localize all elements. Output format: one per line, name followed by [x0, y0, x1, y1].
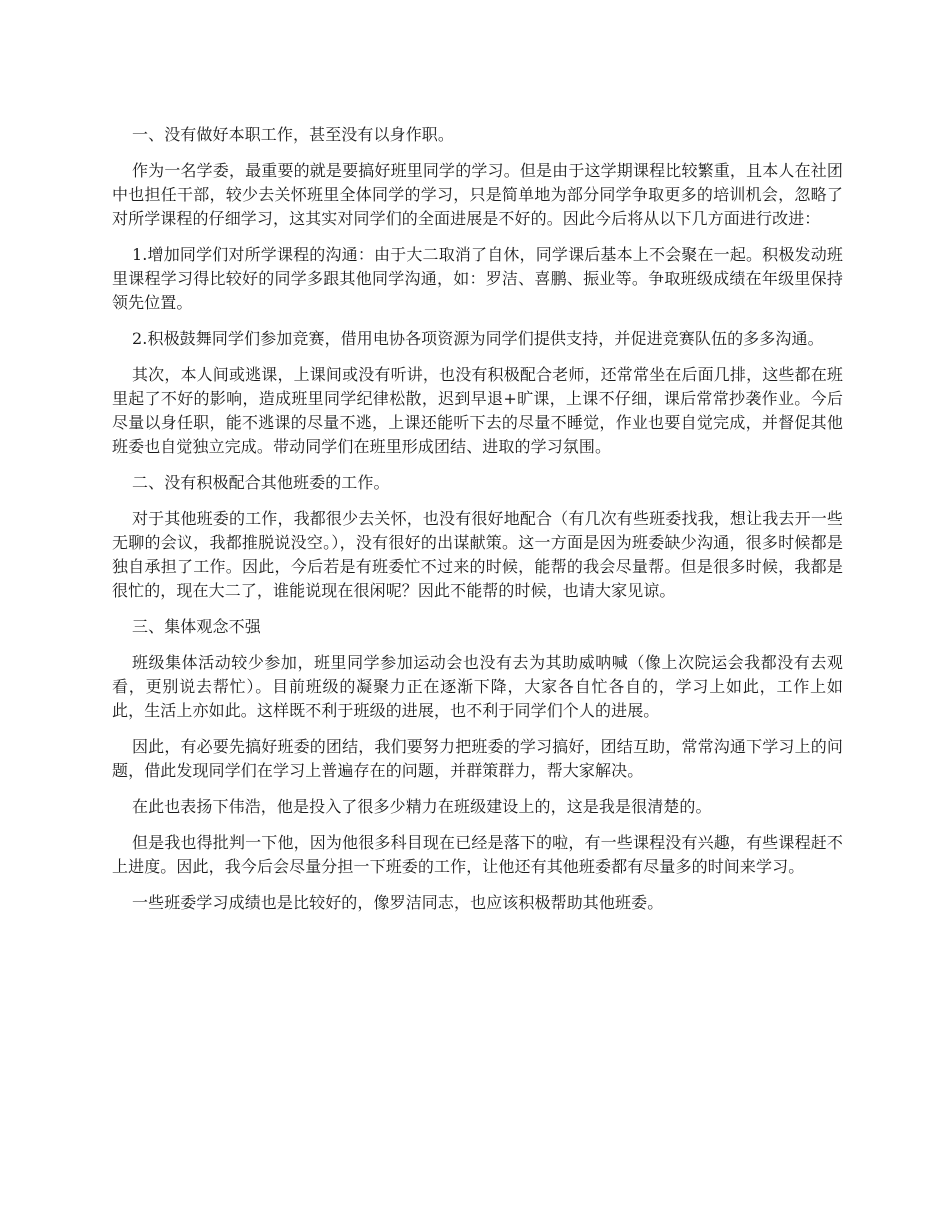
- paragraph: 但是我也得批判一下他，因为他很多科目现在已经是落下的啦，有一些课程没有兴趣，有些课程赶不上进度。因此，我今后会尽量分担一下班委的工作，让他还有其他班委都有尽量多的时间来学习。: [112, 833, 843, 876]
- heading-section-1: 一、没有做好本职工作，甚至没有以身作职。: [132, 125, 455, 144]
- heading-section-3: 三、集体观念不强: [132, 617, 261, 636]
- paragraph: 作为一名学委，最重要的就是要搞好班里同学的学习。但是由于这学期课程比较繁重，且本人在社团中也担任干部，较少去关怀班里全体同学的学习，只是简单地为部分同学争取更多的培训机会，忽略了对所学课程的仔细学习，这其实对同学们的全面进展是不好的。因此今后将从以下几方面进行改进：: [112, 161, 843, 228]
- paragraph: 在此也表扬下伟浩，他是投入了很多少精力在班级建设上的，这是我是很清楚的。: [132, 797, 712, 816]
- list-item-2: 2.积极鼓舞同学们参加竞赛，借用电协各项资源为同学们提供支持，并促进竞赛队伍的多多沟通。: [132, 329, 824, 348]
- paragraph: 一些班委学习成绩也是比较好的，像罗洁同志，也应该积极帮助其他班委。: [132, 893, 664, 912]
- paragraph: 班级集体活动较少参加，班里同学参加运动会也没有去为其助威呐喊（像上次院运会我都没有去观看，更别说去帮忙）。目前班级的凝聚力正在逐渐下降，大家各自忙各自的，学习上如此，工作上如此，生活上亦如此。这样既不利于班级的进展，也不利于同学们个人的进展。: [112, 653, 843, 720]
- document-body: [112, 123, 843, 927]
- paragraph: 对于其他班委的工作，我都很少去关怀，也没有很好地配合（有几次有些班委找我，想让我去开一些无聊的会议，我都推脱说没空。），没有很好的出谋献策。这一方面是因为班委缺少沟通，很多时候都是独自承担了工作。因此，今后若是有班委忙不过来的时候，能帮的我会尽量帮。但是很多时候，我都是很忙的，现在大二了，谁能说现在很闲呢？因此不能帮的时候，也请大家见谅。: [112, 509, 843, 600]
- list-item-1: 1.增加同学们对所学课程的沟通：由于大二取消了自休，同学课后基本上不会聚在一起。积极发动班里课程学习得比较好的同学多跟其他同学沟通，如：罗洁、喜鹏、振业等。争取班级成绩在年级里保持领先位置。: [112, 245, 843, 312]
- paragraph: 因此，有必要先搞好班委的团结，我们要努力把班委的学习搞好，团结互助，常常沟通下学习上的问题，借此发现同学们在学习上普遍存在的问题，并群策群力，帮大家解决。: [112, 737, 843, 780]
- paragraph: 其次，本人间或逃课，上课间或没有听讲，也没有积极配合老师，还常常坐在后面几排，这些都在班里起了不好的影响，造成班里同学纪律松散，迟到早退+旷课，上课不仔细，课后常常抄袭作业。今后尽量以身任职，能不逃课的尽量不逃，上课还能听下去的尽量不睡觉，作业也要自觉完成，并督促其他班委也自觉独立完成。带动同学们在班里形成团结、进取的学习氛围。: [112, 365, 843, 456]
- heading-section-2: 二、没有积极配合其他班委的工作。: [132, 473, 390, 492]
